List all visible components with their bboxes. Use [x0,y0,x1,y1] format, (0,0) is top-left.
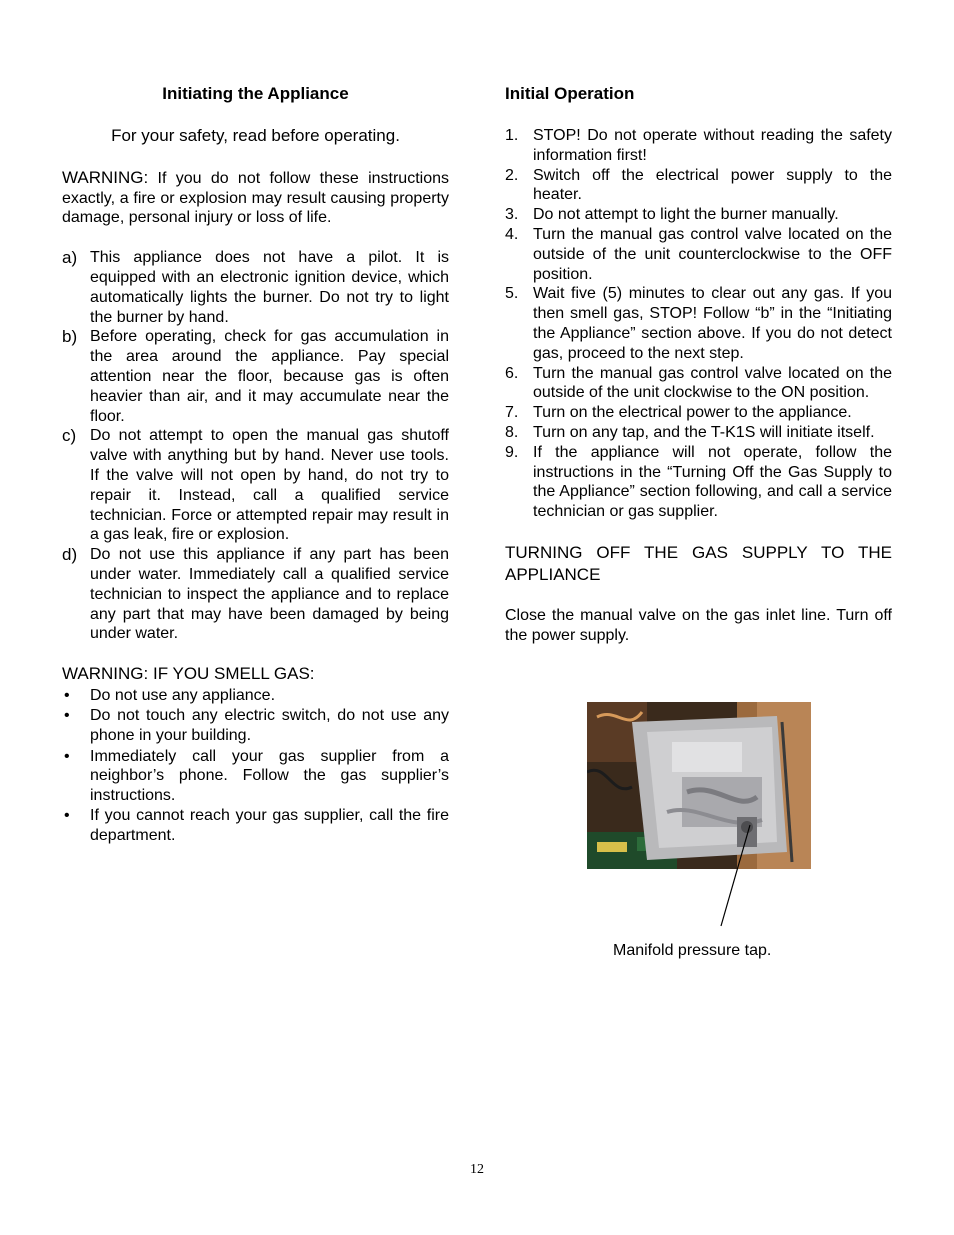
step-text: Do not attempt to light the burner manually. [533,206,839,224]
warning-paragraph [62,168,449,228]
bullet-icon: • [64,807,70,825]
bullet-text: If you cannot reach your gas supplier, call the fire department. [90,807,449,845]
list-item-text: This appliance does not have a pilot. It is equipped with an electronic ignition device, which automatically lights the burner. Do not try to light the burner by hand. [90,249,449,326]
photo-caption: Manifold pressure tap. [613,942,772,959]
list-item-text: Before operating, check for gas accumulation in the area around the appliance. Pay special attention near the floor, because gas is often heavier than air, and it may accumulate near the floor. [90,328,449,425]
step-text: Turn the manual gas control valve located on the outside of the unit clockwise to the ON position. [533,364,892,402]
step-item [505,364,892,404]
bullet-item [62,706,449,746]
bullet-text: Do not touch any electric switch, do not use any phone in your building. [90,707,449,745]
list-marker: c) [62,426,77,446]
step-text: If the appliance will not operate, follow the instructions in the “Turning Off the Gas Supply to the Appliance” section following, and call a service technician or gas supplier. [533,443,892,521]
gas-supply-off-heading: TURNING OFF THE GAS SUPPLY TO THE APPLIANCE [505,542,892,584]
list-item-text: Do not attempt to open the manual gas shutoff valve with anything but by hand. Never use tools. If the valve will not open by hand, do not try to repair it. Instead, call a qualified service technician. Force or attempted repair may result in a gas leak, fire or explosion. [90,427,449,544]
step-item [505,205,892,225]
step-text: Turn the manual gas control valve located on the outside of the unit counterclockwise to the OFF position. [533,225,892,283]
step-number: 1. [505,127,519,144]
step-number: 4. [505,225,519,243]
right-column [505,84,892,646]
step-number: 8. [505,423,519,441]
step-item [505,423,892,443]
bullet-text: Immediately call your gas supplier from a neighbor’s phone. Follow the gas supplier’s instructions. [90,747,449,805]
bullet-item [62,747,449,806]
bullet-text: Do not use any appliance. [90,687,276,705]
initial-operation-heading: Initial Operation [505,84,635,103]
step-number: 2. [505,166,519,184]
bullet-item [62,806,449,846]
step-number: 3. [505,206,519,224]
step-text: Wait five (5) minutes to clear out any gas. If you then smell gas, STOP! Follow “b” in the “Initiating the Appliance” section above. If you do not detect gas, proceed to the next step. [533,285,892,362]
list-marker: a) [62,248,78,268]
bullet-item [62,686,449,706]
list-item-text: Do not use this appliance if any part has been under water. Immediately call a qualified service technician to inspect the appliance and to replace any part that may have been damaged by being under water. [90,546,449,643]
gas-supply-off-text: Close the manual valve on the gas inlet line. Turn off the power supply. [505,606,892,644]
list-item [62,545,449,644]
warning-text: If you do not follow these instructions exactly, a fire or explosion may result causing property damage, personal injury or loss of life. [62,169,449,227]
safety-items-list [62,248,449,644]
step-number: 6. [505,364,519,382]
step-item [505,284,892,363]
bullet-icon: • [64,707,70,725]
list-marker: d) [62,545,78,565]
step-item [505,166,892,206]
smell-gas-heading: WARNING: IF YOU SMELL GAS: [62,664,315,684]
step-item [505,403,892,423]
page-number: 12 [470,1162,484,1177]
smell-gas-bullets [62,686,449,846]
step-item [505,126,892,166]
step-item [505,225,892,284]
step-text: STOP! Do not operate without reading the safety information first! [533,127,892,164]
initiating-heading: Initiating the Appliance [162,84,349,103]
warning-lead: WARNING: [62,167,149,187]
step-number: 7. [505,404,519,422]
operation-steps-list [505,126,892,522]
safety-notice: For your safety, read before operating. [111,126,400,145]
bullet-icon: • [64,747,70,765]
step-text: Turn on the electrical power to the appliance. [533,404,852,422]
list-marker: b) [62,327,78,347]
manifold-photo [587,702,811,869]
step-text: Switch off the electrical power supply to the heater. [533,166,892,204]
step-item [505,443,892,522]
list-item [62,327,449,426]
bullet-icon: • [64,687,70,705]
step-number: 5. [505,285,519,303]
list-item [62,248,449,327]
step-number: 9. [505,443,519,461]
left-column [62,84,449,847]
list-item [62,426,449,545]
step-text: Turn on any tap, and the T-K1S will initiate itself. [533,423,875,441]
